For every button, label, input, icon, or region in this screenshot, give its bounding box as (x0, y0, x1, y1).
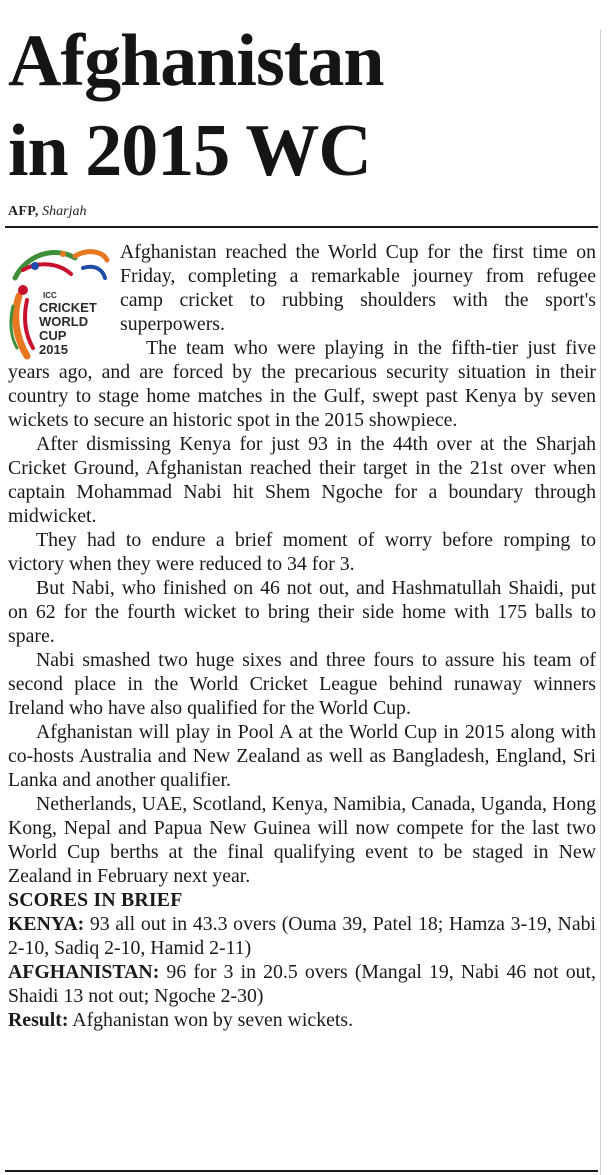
article-paragraph: Netherlands, UAE, Scotland, Kenya, Namibia, Canada, Uganda, Hong Kong, Nepal and Papua New Guinea will now compete for the last two World Cup berths at the final qualifying event to be staged in New Zealand in February next year. (8, 793, 596, 887)
afghanistan-score-text: 96 for 3 in 20.5 overs (Mangal 19, Nabi 46 not out, Shaidi 13 not out; Ngoche 2-30) (8, 961, 596, 1007)
article-paragraph: They had to endure a brief moment of worry before romping to victory when they were reduced to 34 for 3. (8, 529, 596, 575)
logo-year-text: 2015 (39, 342, 68, 357)
kenya-score-label: KENYA: (8, 913, 85, 935)
headline (8, 16, 598, 196)
logo-world-text: WORLD (39, 314, 89, 329)
byline-place: Sharjah (42, 204, 87, 219)
logo-icc-text: ICC (43, 291, 57, 300)
bottom-rule (5, 1170, 598, 1172)
column-divider (600, 30, 601, 1175)
logo-cup-text: CUP (39, 328, 67, 343)
scores-in-brief-heading: SCORES IN BRIEF (8, 889, 183, 911)
headline-line-2: in 2015 WC (8, 110, 371, 192)
byline (8, 203, 86, 221)
kenya-score-text: 93 all out in 43.3 overs (Ouma 39, Patel 18; Hamza 3-19, Nabi 2-10, Sadiq 2-10, Hamid 2-11) (8, 913, 596, 959)
match-result-text: Afghanistan won by seven wickets. (68, 1009, 354, 1031)
logo-cricket-text: CRICKET (39, 300, 97, 315)
article-paragraph: Nabi smashed two huge sixes and three fours to assure his team of second place in the World Cricket League behind runaway winners Ireland who have also qualified for the World Cup. (8, 649, 596, 719)
article-body (8, 240, 596, 1032)
kenya-score (8, 912, 596, 960)
afghanistan-score (8, 960, 596, 1008)
afghanistan-score-label: AFGHANISTAN: (8, 961, 160, 983)
article-paragraph: Afghanistan reached the World Cup for the first time on Friday, completing a remarkable journey from refugee camp cricket to rubbing shoulders with the sport's superpowers. (120, 241, 596, 335)
article-paragraph: The team who were playing in the fifth-tier just five years ago, and are forced by the precarious security situation in their country to stage home matches in the Gulf, swept past Kenya by seven wickets to secure an historic spot in the 2015 showpiece. (8, 337, 596, 431)
article-paragraph: But Nabi, who finished on 46 not out, and Hashmatullah Shaidi, put on 62 for the fourth wicket to bring their side home with 175 balls to spare. (8, 577, 596, 647)
byline-agency: AFP, (8, 204, 39, 219)
headline-line-1: Afghanistan (8, 20, 384, 102)
match-result (8, 1008, 596, 1032)
article-paragraph: Afghanistan will play in Pool A at the World Cup in 2015 along with co-hosts Australia and New Zealand as well as Bangladesh, England, Sri Lanka and another qualifier. (8, 721, 596, 791)
article-paragraph: After dismissing Kenya for just 93 in the 44th over at the Sharjah Cricket Ground, Afghanistan reached their target in the 21st over when captain Mohammad Nabi hit Shem Ngoche for a boundary through midwicket. (8, 433, 596, 527)
match-result-label: Result: (8, 1009, 69, 1031)
top-rule (5, 226, 598, 228)
